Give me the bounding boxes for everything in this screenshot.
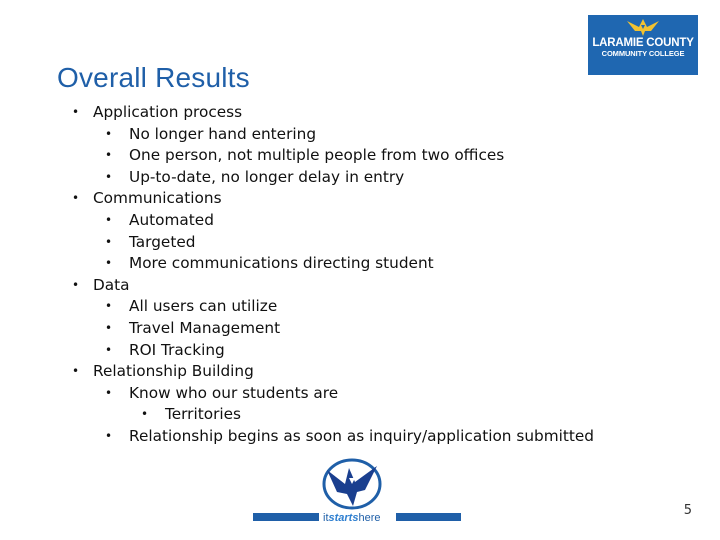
bullet-item-level2: • Travel Management bbox=[70, 318, 670, 340]
it-starts-here-logo bbox=[253, 458, 461, 526]
bullet-item-level2: • No longer hand entering bbox=[70, 124, 670, 146]
tagline-it: it bbox=[323, 512, 329, 524]
eagle-icon bbox=[623, 17, 663, 37]
bullet-item-level3: • Territories bbox=[70, 404, 670, 426]
bullet-item-level2: • Up-to-date, no longer delay in entry bbox=[70, 167, 670, 189]
bullet-item-level2: • All users can utilize bbox=[70, 296, 670, 318]
svg-text:itstartshere bbox=[323, 512, 381, 524]
bullet-list bbox=[70, 102, 670, 448]
bullet-item-level2: • Targeted bbox=[70, 232, 670, 254]
bullet-item-level2: • Know who our students are bbox=[70, 383, 670, 405]
bullet-item-level2: • Relationship begins as soon as inquiry/application submitted bbox=[70, 426, 670, 448]
page-number: 5 bbox=[683, 503, 692, 518]
bullet-item-level1: • Data bbox=[70, 275, 670, 297]
bullet-item-level1: • Relationship Building bbox=[70, 361, 670, 383]
logo-line2: COMMUNITY COLLEGE bbox=[601, 49, 685, 58]
logo-line1: LARAMIE COUNTY bbox=[592, 37, 694, 49]
bullet-item-level2: • ROI Tracking bbox=[70, 340, 670, 362]
bullet-item-level2: • More communications directing student bbox=[70, 253, 670, 275]
bullet-item-level2: • One person, not multiple people from two offices bbox=[70, 145, 670, 167]
bullet-item-level2: • Automated bbox=[70, 210, 670, 232]
college-logo bbox=[588, 15, 698, 75]
eagle-emblem-icon bbox=[324, 460, 380, 508]
bullet-item-level1: • Application process bbox=[70, 102, 670, 124]
tagline-here: here bbox=[358, 512, 381, 524]
tagline-starts: starts bbox=[328, 512, 359, 524]
bullet-item-level1: • Communications bbox=[70, 188, 670, 210]
slide-title: Overall Results bbox=[57, 62, 250, 93]
bullet-list-container bbox=[70, 102, 670, 448]
